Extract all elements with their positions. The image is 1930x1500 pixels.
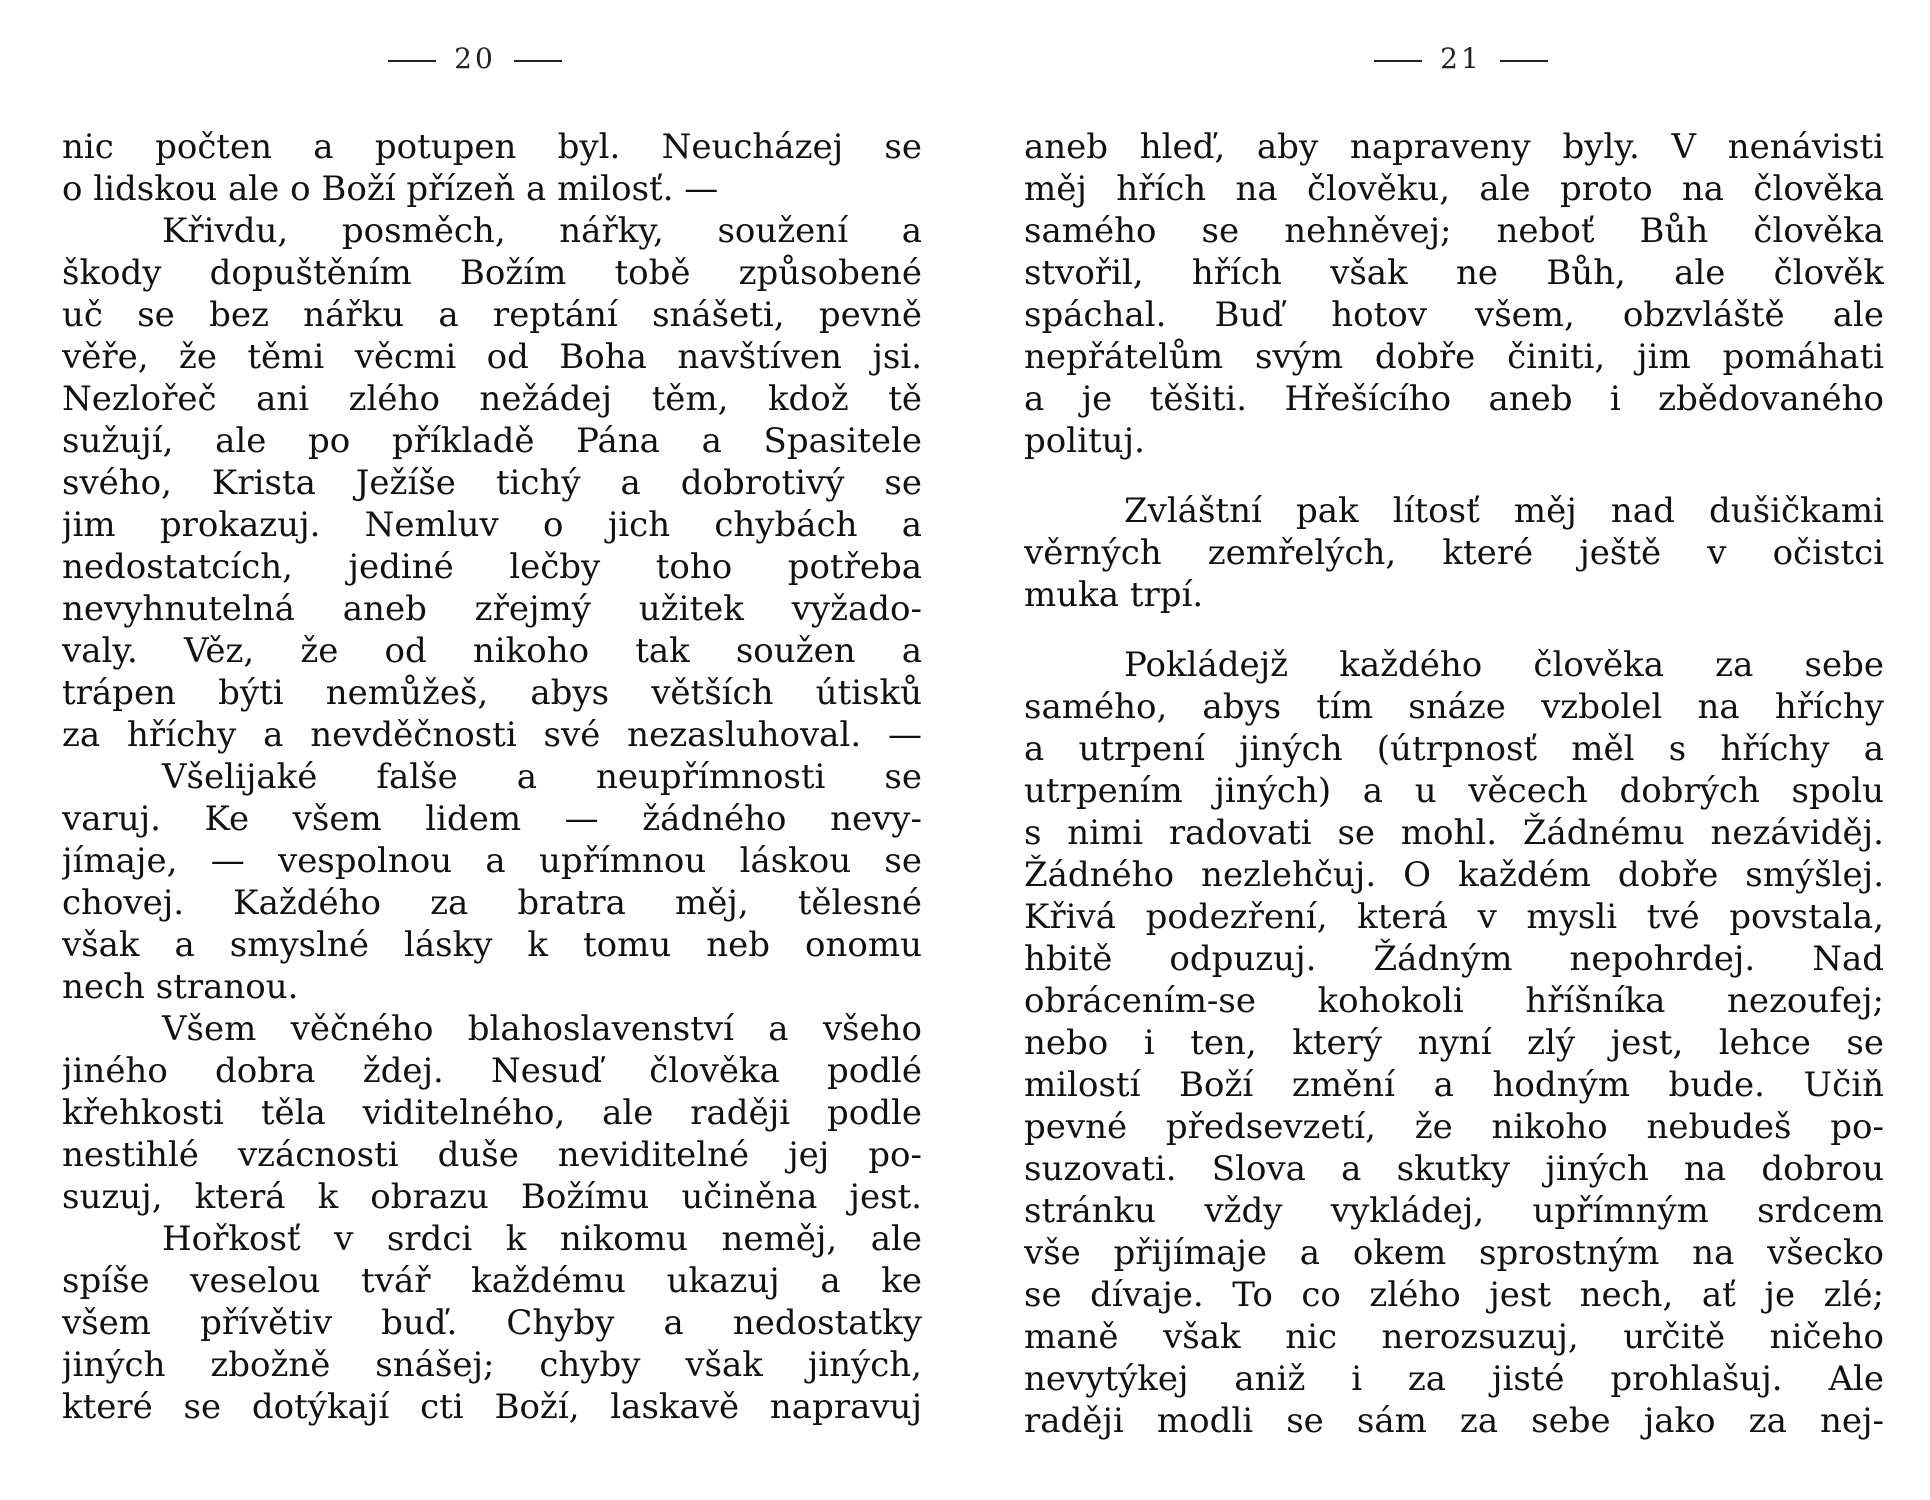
text-line: samého se nehněvej; neboť Bůh člověka: [1024, 211, 1884, 251]
text-line: Žádného nezlehčuj. O každém dobře smýšlej.: [1024, 855, 1884, 895]
text-line: nepřátelům svým dobře činiti, jim pomáhati: [1024, 337, 1884, 377]
paragraph-gap: [1024, 462, 1884, 490]
dash-right: [514, 60, 562, 62]
text-line: nech stranou.: [62, 967, 299, 1007]
text-line: varuj. Ke všem lidem — žádného nevy-: [62, 799, 922, 839]
text-line: za hříchy a nevděčnosti své nezasluhoval. —: [62, 715, 922, 755]
text-line: svého, Krista Ježíše tichý a dobrotivý se: [62, 463, 922, 503]
text-line: škody dopuštěním Božím tobě způsobené: [62, 253, 922, 293]
text-line: trápen býti nemůžeš, abys větších útisků: [62, 673, 922, 713]
text-line: o lidskou ale o Boží přízeň a milosť. —: [62, 169, 719, 209]
page-number-right-value: 21: [1440, 42, 1482, 75]
text-line: samého, abys tím snáze vzbolel na hříchy: [1024, 687, 1884, 727]
text-line: nevytýkej aniž i za jisté prohlašuj. Ale: [1024, 1359, 1884, 1399]
text-line: které se dotýkají cti Boží, laskavě napravuj: [62, 1387, 922, 1427]
text-line: jim prokazuj. Nemluv o jich chybách a: [62, 505, 922, 545]
text-line: Všem věčného blahoslavenství a všeho: [162, 1009, 922, 1049]
text-line: jiného dobra ždej. Nesuď člověka podlé: [62, 1051, 922, 1091]
text-line: jiných zbožně snášej; chyby však jiných,: [62, 1345, 922, 1385]
page-number-right: [1031, 42, 1891, 75]
text-line: uč se bez nářku a reptání snášeti, pevně: [62, 295, 922, 335]
dash-left: [388, 60, 436, 62]
text-line: Nezlořeč ani zlého nežádej těm, kdož tě: [62, 379, 922, 419]
text-line: sužují, ale po příkladě Pána a Spasitele: [62, 421, 922, 461]
page-number-left: [45, 42, 905, 75]
text-line: nic počten a potupen byl. Neucházej se: [62, 127, 922, 167]
text-line: hbitě odpuzuj. Žádným nepohrdej. Nad: [1024, 939, 1884, 979]
text-line: stránku vždy vykládej, upřímným srdcem: [1024, 1191, 1884, 1231]
dash-right: [1500, 60, 1548, 62]
text-line: s nimi radovati se mohl. Žádnému nezáviděj.: [1024, 813, 1884, 853]
text-line: Pokládejž každého člověka za sebe: [1124, 645, 1884, 685]
text-line: utrpením jiných) a u věcech dobrých spolu: [1024, 771, 1884, 811]
left-page: [62, 0, 922, 1500]
text-line: Všelijaké falše a neupřímnosti se: [162, 757, 922, 797]
text-line: pevné předsevzetí, že nikoho nebudeš po-: [1024, 1107, 1884, 1147]
text-line: spáchal. Buď hotov všem, obzvláště ale: [1024, 295, 1884, 335]
text-line: jímaje, — vespolnou a upřímnou láskou se: [62, 841, 922, 881]
right-page: [1024, 0, 1884, 1500]
text-line: se dívaje. To co zlého jest nech, ať je zlé;: [1024, 1275, 1884, 1315]
text-line: raději modli se sám za sebe jako za nej-: [1024, 1401, 1884, 1441]
text-line: měj hřích na člověku, ale proto na člověka: [1024, 169, 1884, 209]
text-line: věře, že těmi věcmi od Boha navštíven jsi.: [62, 337, 922, 377]
text-line: Křivá podezření, která v mysli tvé povstala,: [1024, 897, 1884, 937]
text-line: Křivdu, posměch, nářky, soužení a: [162, 211, 922, 251]
text-line: nevyhnutelná aneb zřejmý užitek vyžado-: [62, 589, 922, 629]
text-line: maně však nic nerozsuzuj, určitě ničeho: [1024, 1317, 1884, 1357]
text-line: nedostatcích, jediné lečby toho potřeba: [62, 547, 922, 587]
text-line: nebo i ten, který nyní zlý jest, lehce se: [1024, 1023, 1884, 1063]
paragraph-gap: [1024, 616, 1884, 644]
text-line: Zvláštní pak lítosť měj nad dušičkami: [1124, 491, 1884, 531]
text-line: suzuj, která k obrazu Božímu učiněna jest.: [62, 1177, 922, 1217]
right-page-text: [1024, 126, 1884, 1442]
text-line: věrných zemřelých, které ještě v očistci: [1024, 533, 1884, 573]
text-line: aneb hleď, aby napraveny byly. V nenávisti: [1024, 127, 1884, 167]
text-line: a utrpení jiných (útrpnosť měl s hříchy a: [1024, 729, 1884, 769]
text-line: nestihlé vzácnosti duše neviditelné jej po-: [62, 1135, 922, 1175]
text-line: chovej. Každého za bratra měj, tělesné: [62, 883, 922, 923]
text-line: obrácením-se kohokoli hříšníka nezoufej;: [1024, 981, 1884, 1021]
text-line: spíše veselou tvář každému ukazuj a ke: [62, 1261, 922, 1301]
page-number-left-value: 20: [454, 42, 496, 75]
text-line: polituj.: [1024, 421, 1145, 461]
text-line: Hořkosť v srdci k nikomu neměj, ale: [162, 1219, 922, 1259]
text-line: suzovati. Slova a skutky jiných na dobrou: [1024, 1149, 1884, 1189]
text-line: stvořil, hřích však ne Bůh, ale člověk: [1024, 253, 1884, 293]
dash-left: [1374, 60, 1422, 62]
text-line: a je těšiti. Hřešícího aneb i zbědovaného: [1024, 379, 1884, 419]
text-line: muka trpí.: [1024, 575, 1204, 615]
text-line: valy. Věz, že od nikoho tak soužen a: [62, 631, 922, 671]
text-line: však a smyslné lásky k tomu neb onomu: [62, 925, 922, 965]
left-page-text: [62, 126, 922, 1428]
text-line: vše přijímaje a okem sprostným na všecko: [1024, 1233, 1884, 1273]
text-line: všem přívětiv buď. Chyby a nedostatky: [62, 1303, 922, 1343]
text-line: křehkosti těla viditelného, ale raději podle: [62, 1093, 922, 1133]
text-line: milostí Boží změní a hodným bude. Učiň: [1024, 1065, 1884, 1105]
